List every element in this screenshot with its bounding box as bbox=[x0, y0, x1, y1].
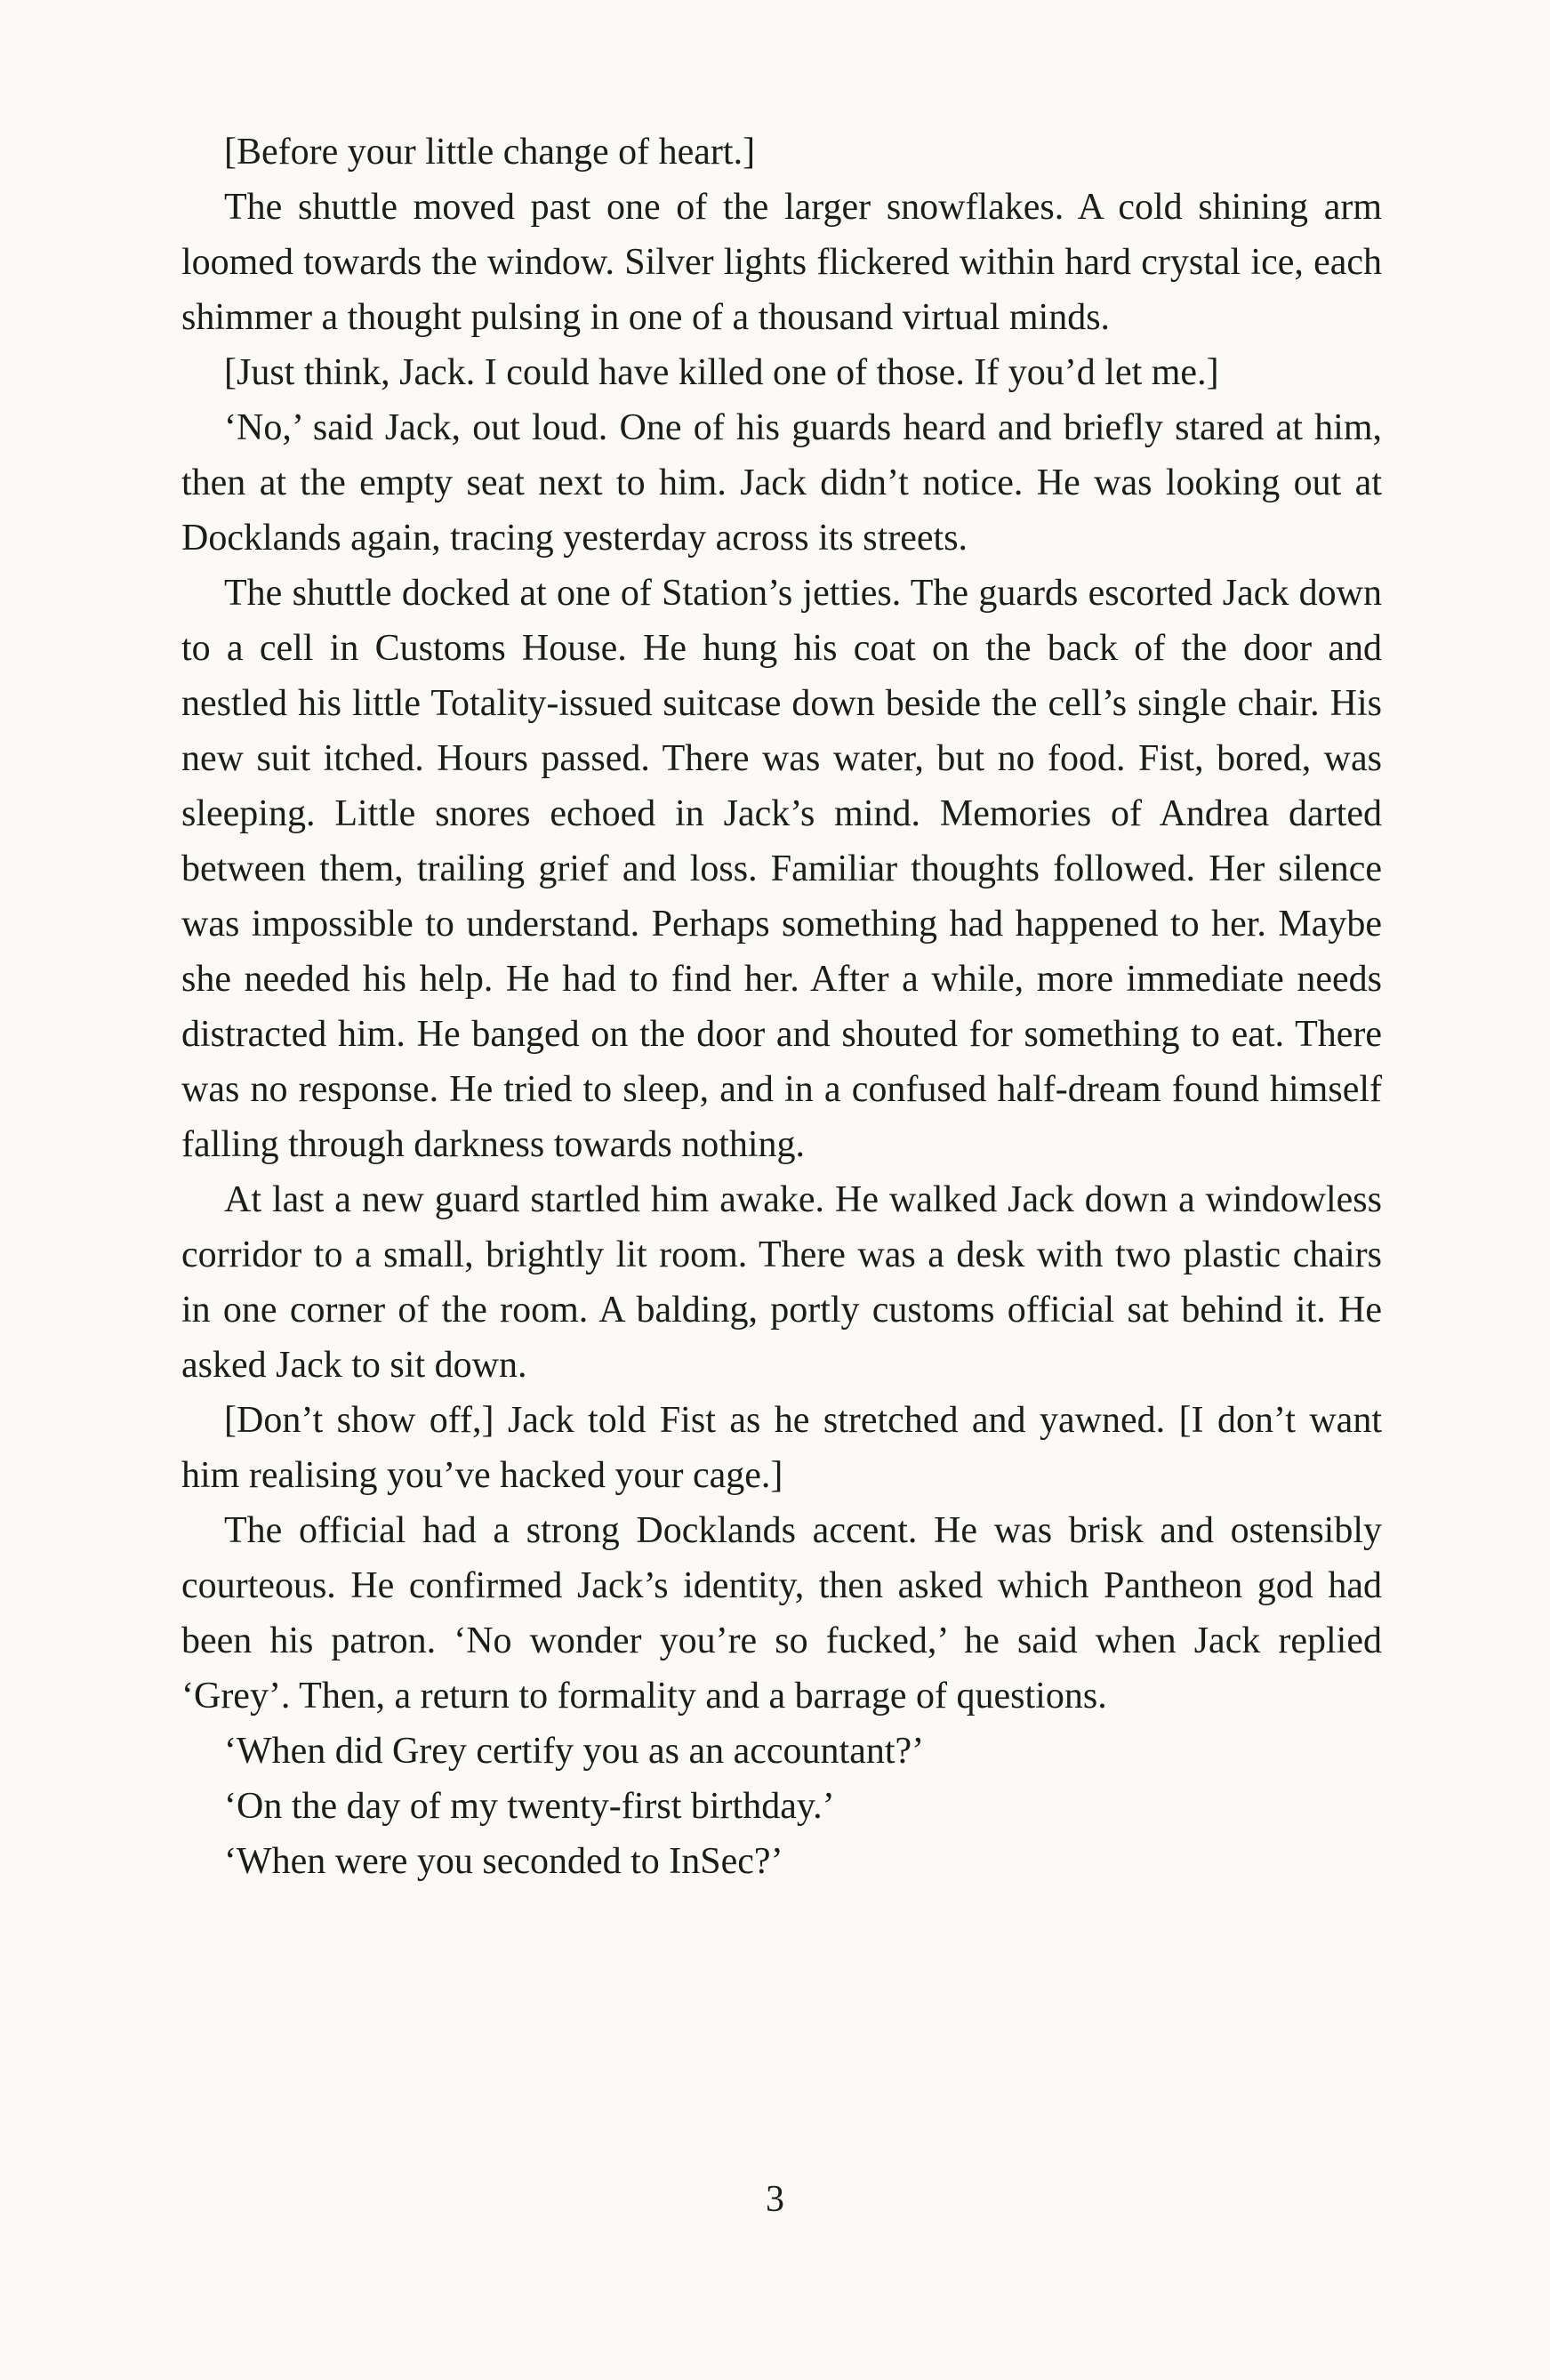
paragraph: The shuttle docked at one of Station’s jetties. The guards escorted Jack down to a cell in Customs House. He hung his coat on the back of the door and nestled his little Totality-issued suitcase down beside the cell’s single chair. His new suit itched. Hours passed. There was water, but no food. Fist, bored, was sleeping. Little snores echoed in Jack’s mind. Memories of Andrea darted between them, trailing grief and loss. Familiar thoughts followed. Her silence was impossible to understand. Perhaps something had happened to her. Maybe she needed his help. He had to find her. After a while, more immediate needs distracted him. He banged on the door and shouted for something to eat. There was no response. He tried to sleep, and in a confused half-dream found himself falling through darkness towards nothing. bbox=[181, 573, 1382, 1165]
paragraph: ‘No,’ said Jack, out loud. One of his guards heard and briefly stared at him, then at the empty seat next to him. Jack didn’t notice. He was looking out at Docklands again, tracing yesterday across its streets. bbox=[181, 407, 1382, 559]
paragraph: ‘When did Grey certify you as an accountant?’ bbox=[224, 1731, 925, 1772]
paragraph: The official had a strong Docklands accent. He was brisk and ostensibly courteous. He confirmed Jack’s identity, then asked which Pantheon god had been his patron. ‘No wonder you’re so fucked,’ he said when Jack replied ‘Grey’. Then, a return to formality and a barrage of questions. bbox=[181, 1510, 1382, 1717]
paragraph: [Just think, Jack. I could have killed one of those. If you’d let me.] bbox=[224, 352, 1219, 393]
paragraph: ‘When were you seconded to InSec?’ bbox=[224, 1841, 783, 1882]
paragraph: ‘On the day of my twenty-first birthday.’ bbox=[224, 1786, 835, 1827]
paragraph: [Don’t show off,] Jack told Fist as he stretched and yawned. [I don’t want him realising you’ve hacked your cage.] bbox=[181, 1400, 1382, 1496]
paragraph: At last a new guard startled him awake. He walked Jack down a windowless corridor to a small, brightly lit room. There was a desk with two plastic chairs in one corner of the room. A balding, portly customs official sat behind it. He asked Jack to sit down. bbox=[181, 1179, 1382, 1386]
paragraph: The shuttle moved past one of the larger snowflakes. A cold shining arm loomed towards the window. Silver lights flickered within hard crystal ice, each shimmer a thought pulsing in one of a thousand virtual minds. bbox=[181, 187, 1382, 338]
paragraph: [Before your little change of heart.] bbox=[224, 132, 756, 173]
page-number: 3 bbox=[766, 2179, 784, 2220]
body-text bbox=[181, 125, 1382, 1889]
